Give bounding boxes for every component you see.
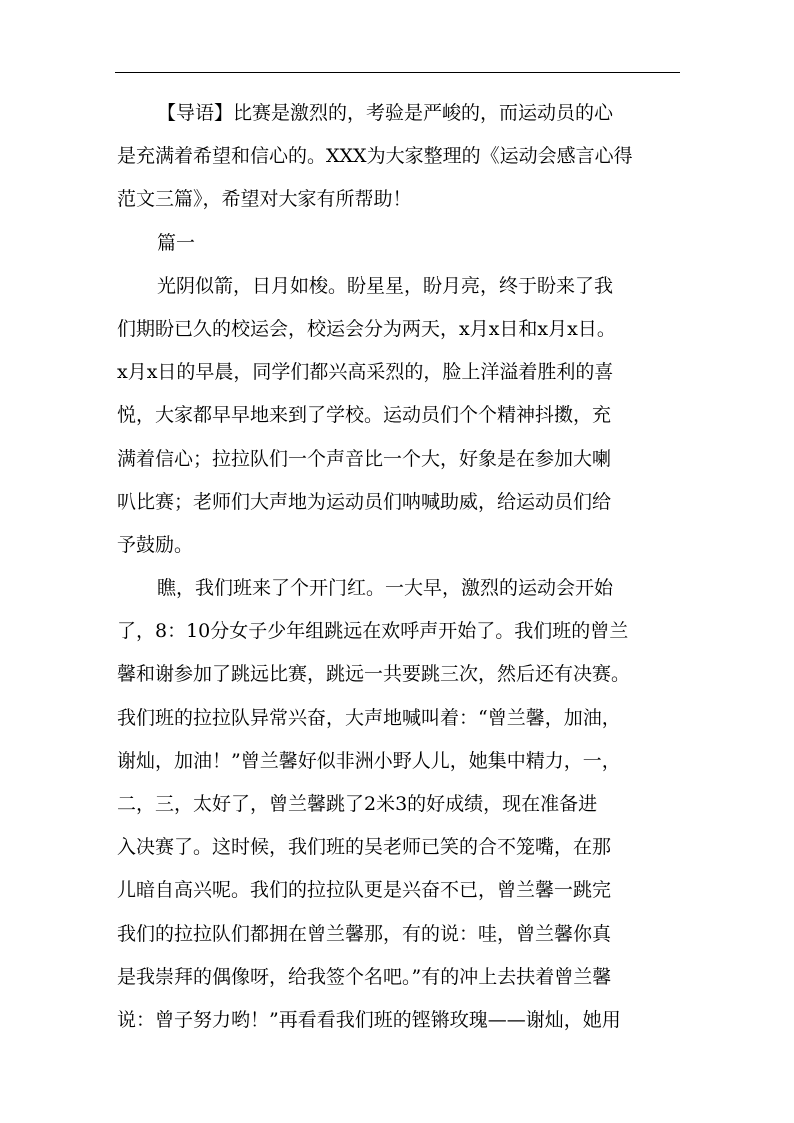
text-line: 范文三篇》，希望对大家有所帮助！ [117,188,412,211]
document-body [117,92,683,1042]
text-line: 篇一 [157,231,196,254]
text-line: 馨和谢参加了跳远比赛，跳远一共要跳三次，然后还有决赛。 [117,663,631,686]
text-line: 我们的拉拉队们都拥在曾兰馨那，有的说：哇，曾兰馨你真 [117,922,612,945]
text-line: 是我崇拜的偶像呀，给我签个名吧。”有的冲上去扶着曾兰馨 [117,965,612,988]
text-line: 予鼓励。 [117,533,194,556]
text-line: 我们班的拉拉队异常兴奋，大声地喊叫着：“曾兰馨，加油， [117,706,621,729]
text-line: 儿暗自高兴呢。我们的拉拉队更是兴奋不已，曾兰馨一跳完 [117,879,612,902]
text-line: 谢灿，加油！”曾兰馨好似非洲小野人儿，她集中精力，一， [117,749,621,772]
text-line: x月x日的早晨，同学们都兴高采烈的，脸上洋溢着胜利的喜 [117,361,614,384]
text-line: 光阴似箭，日月如梭。盼星星，盼月亮，终于盼来了我 [157,274,614,297]
text-line: 是充满着希望和信心的。XXX为大家整理的《运动会感言心得 [117,145,633,168]
text-line: 了，8：10分女子少年组跳远在欢呼声开始了。我们班的曾兰 [117,620,629,643]
text-line: 二，三，太好了，曾兰馨跳了2米3的好成绩，现在准备进 [117,793,598,815]
text-line: 满着信心；拉拉队们一个声音比一个大，好象是在参加大喇 [117,447,612,470]
text-line: 们期盼已久的校运会，校运会分为两天，x月x日和x月x日。 [117,317,616,340]
text-line: 瞧，我们班来了个开门红。一大早，激烈的运动会开始 [157,577,614,600]
header-rule [115,72,680,73]
text-line: 悦，大家都早早地来到了学校。运动员们个个精神抖擞，充 [117,404,612,427]
text-line: 说：曾子努力哟！”再看看我们班的铿锵玫瑰——谢灿，她用 [117,1008,621,1031]
text-line: 【导语】比赛是激烈的，考验是严峻的，而运动员的心 [157,102,614,124]
text-line: 入决赛了。这时候，我们班的吴老师已笑的合不笼嘴，在那 [117,836,612,859]
text-line: 叭比赛；老师们大声地为运动员们呐喊助威，给运动员们给 [117,490,612,513]
